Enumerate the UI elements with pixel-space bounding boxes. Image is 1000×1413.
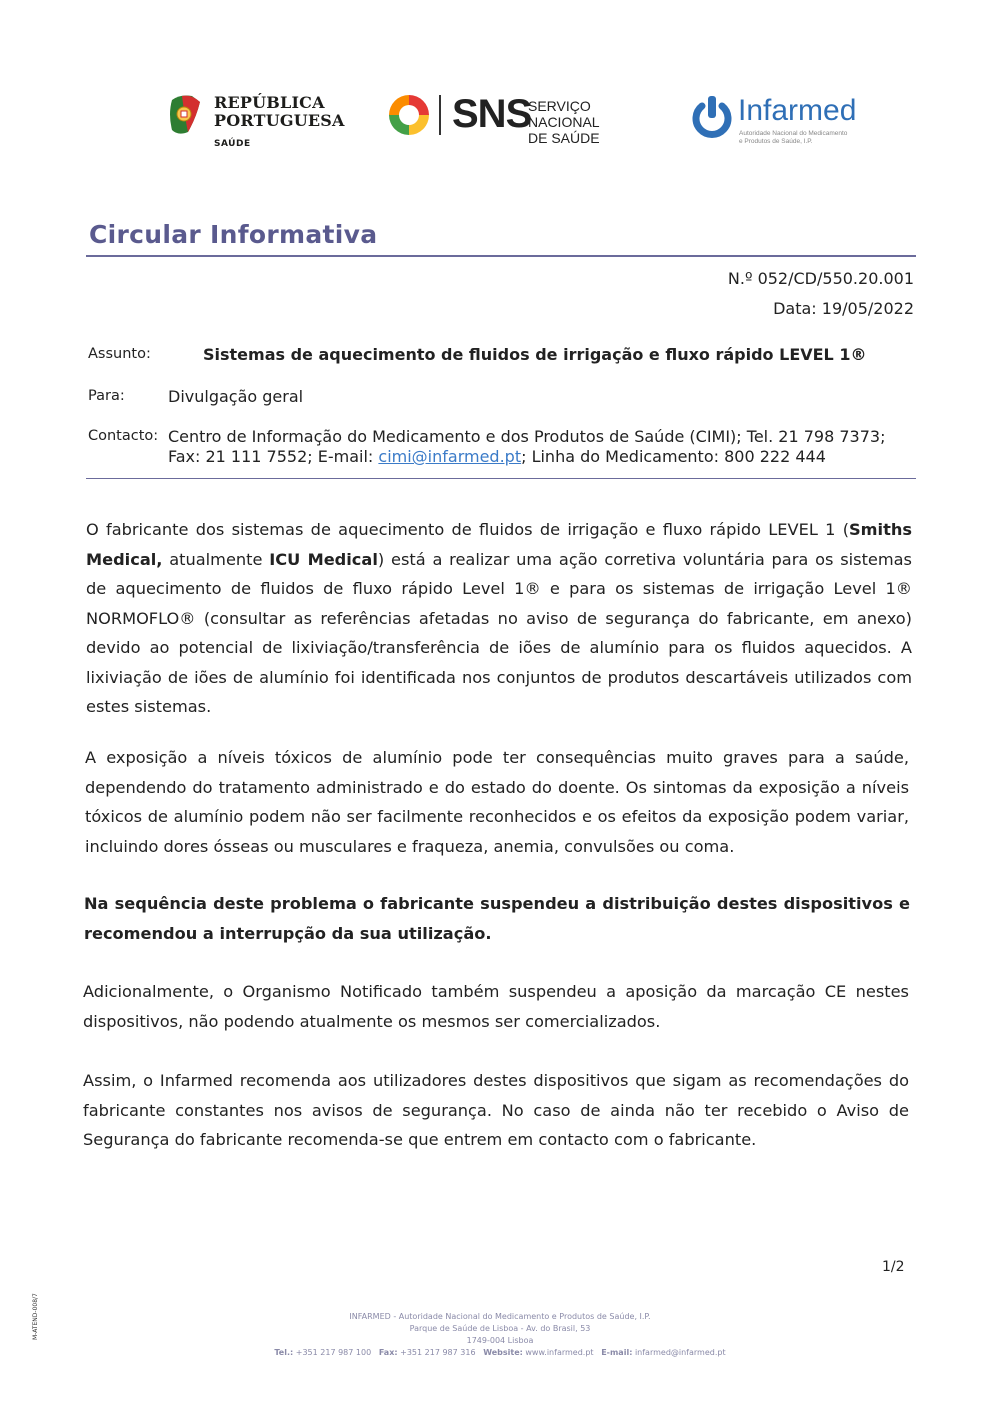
sns-ring-icon	[386, 92, 432, 138]
footer-contacts	[150, 1347, 850, 1359]
body-paragraph-4: Adicionalmente, o Organismo Notificado também suspendeu a aposição da marcação CE nestes dispositivos, não podendo atualmente os mesmos ser comercializados.	[83, 982, 909, 1031]
footer-website-link[interactable]: www.infarmed.pt	[525, 1348, 594, 1357]
footer-web-label: Website:	[483, 1348, 523, 1357]
footer-line-3: 1749-004 Lisboa	[466, 1336, 534, 1345]
p1-icu-medical: ICU Medical	[269, 549, 378, 569]
p1-text-e: ) está a realizar uma ação corretiva voluntária para os sistemas de aquecimento de fluidos de fluxo rápido Level 1® e para os sistemas de irrigação Level 1® NORMOFLO® (consultar as referências afetadas no aviso de segurança do fabricante, em anexo) devido ao potencial de lixiviação/transferência de iões de alumínio para os fluidos aquecidos. A lixiviação de iões de alumínio foi identificada nos conjuntos de produtos descartáveis utilizados com estes sistemas.	[86, 549, 912, 716]
contacto-label: Contacto:	[88, 428, 159, 444]
infarmed-sub2: e Produtos de Saúde, I.P.	[739, 138, 813, 145]
contacto-text-2: ; Linha do Medicamento: 800 222 444	[521, 447, 826, 466]
footer-fax: +351 217 987 316	[400, 1348, 476, 1357]
document-title: Circular Informativa	[89, 220, 378, 249]
republica-sub: SAÚDE	[214, 139, 251, 149]
contacto-value	[168, 427, 916, 467]
infarmed-sub1: Autoridade Nacional do Medicamento	[739, 130, 848, 137]
republica-line1: REPÚBLICA	[214, 93, 325, 112]
footer-email-label: E-mail:	[601, 1348, 633, 1357]
sns-big-text: SNS	[452, 92, 532, 136]
assunto-value: Sistemas de aquecimento de fluidos de irrigação e fluxo rápido LEVEL 1®	[203, 345, 867, 364]
p1-text-a: O fabricante dos sistemas de aquecimento de fluidos de irrigação e fluxo rápido LEVEL 1 (	[86, 520, 850, 539]
para-value: Divulgação geral	[168, 387, 304, 406]
infarmed-name: Infarmed	[738, 94, 857, 127]
para-label: Para:	[88, 388, 125, 404]
infarmed-power-icon	[690, 94, 734, 140]
body-paragraph-1	[86, 515, 912, 722]
sns-line1: SERVIÇO NACIONAL	[528, 98, 600, 130]
body-paragraph-5: Assim, o Infarmed recomenda aos utilizadores destes dispositivos que sigam as recomendações do fabricante constantes nos avisos de segurança. No caso de ainda não ter recebido o Aviso de Segurança do fabricante recomenda-se que entrem em contacto com o fabricante.	[83, 1071, 909, 1149]
sns-logo	[386, 92, 648, 146]
body-paragraph-2: A exposição a níveis tóxicos de alumínio pode ter consequências muito graves para a saúde, dependendo do tratamento administrado e do estado do doente. Os sintomas da exposição a níveis tóxicos de alumínio podem não ser facilmente reconhecidos e os efeitos da exposição podem variar, incluindo dores ósseas ou musculares e fraqueza, anemia, convulsões ou coma.	[85, 748, 909, 856]
footer-line-2: Parque de Saúde de Lisboa - Av. do Brasil, 53	[409, 1324, 591, 1333]
footer-email-link[interactable]: infarmed@infarmed.pt	[634, 1348, 726, 1357]
side-code-text: M-ATEND-008/7	[32, 1293, 39, 1340]
sns-line2: DE SAÚDE	[528, 130, 600, 146]
republica-line2: PORTUGUESA	[214, 111, 345, 130]
infarmed-logo	[690, 94, 860, 154]
cimi-email-link[interactable]: cimi@infarmed.pt	[378, 447, 522, 466]
body-paragraph-3: Na sequência deste problema o fabricante suspendeu a distribuição destes dispositivos e recomendou a interrupção da sua utilização.	[84, 894, 910, 943]
side-code	[32, 1293, 44, 1340]
header-divider	[86, 478, 916, 479]
republica-emblem-icon	[166, 92, 206, 138]
assunto-label: Assunto:	[88, 346, 151, 362]
footer-line-1: INFARMED - Autoridade Nacional do Medicamento e Produtos de Saúde, I.P.	[349, 1312, 651, 1321]
sns-separator	[439, 95, 441, 135]
contacto-text-1: Centro de Informação do Medicamento e dos Produtos de Saúde (CIMI); Tel. 21 798 7373; Fax: 21 111 7552; E-mail:	[168, 427, 886, 466]
p1-text-c: atualmente	[162, 549, 270, 569]
p1-smiths-medical: Smiths Medical,	[86, 520, 912, 569]
title-divider	[86, 255, 916, 257]
document-number: N.º 052/CD/550.20.001	[727, 269, 914, 288]
republica-portuguesa-logo	[166, 92, 356, 154]
page-number: 1/2	[882, 1259, 905, 1275]
footer-tel: +351 217 987 100	[295, 1348, 372, 1357]
footer-tel-label: Tel.:	[274, 1348, 294, 1357]
document-date: Data: 19/05/2022	[773, 299, 914, 318]
footer-fax-label: Fax:	[378, 1348, 398, 1357]
